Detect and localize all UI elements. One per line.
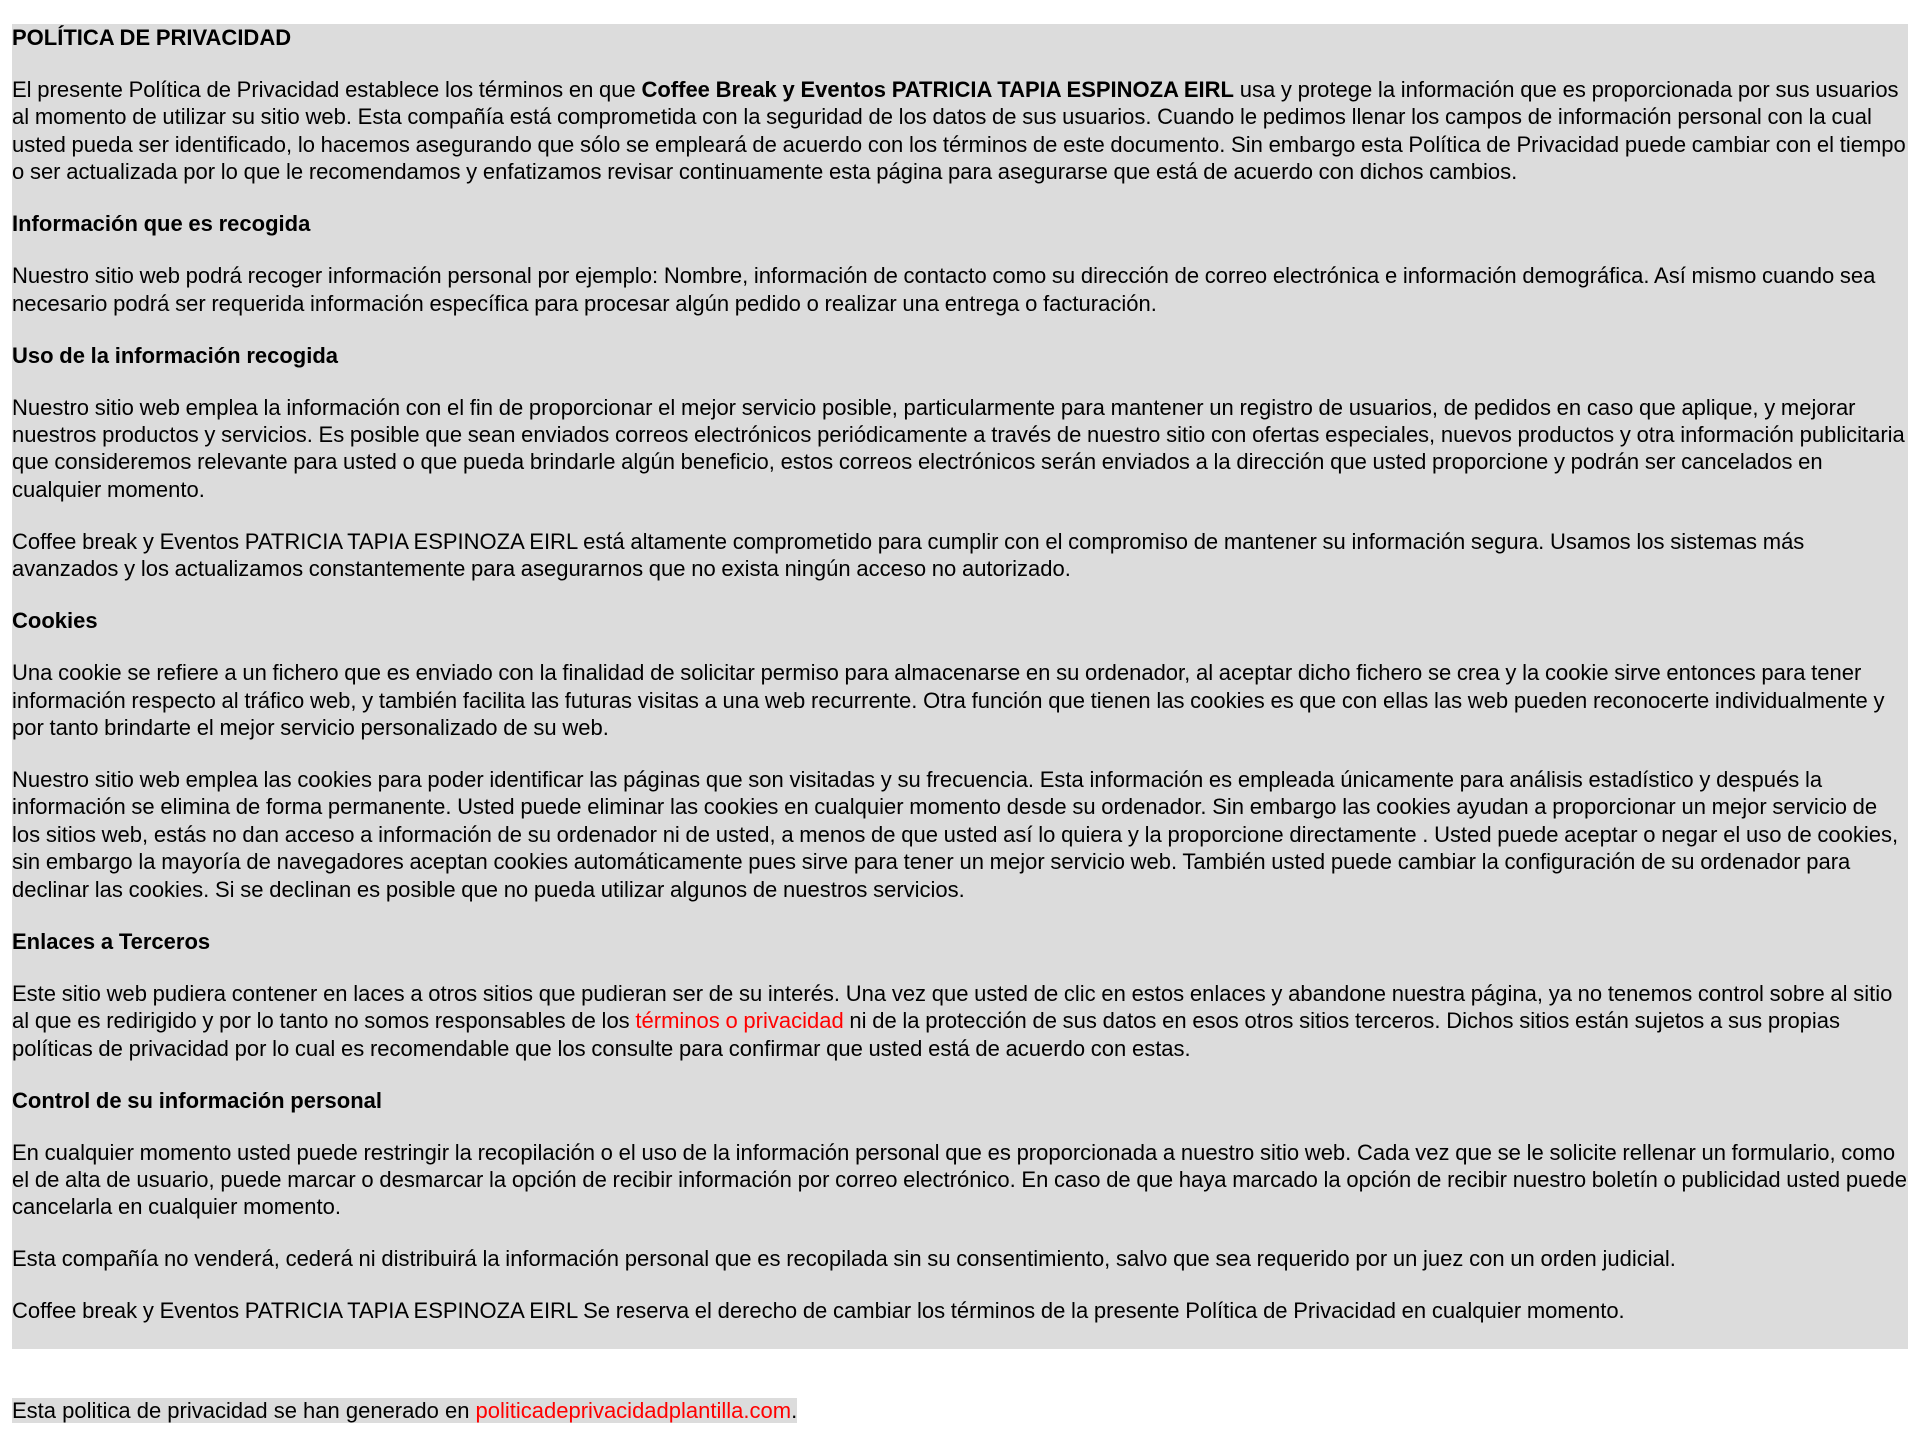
third-party-text-before: Este sitio web pudiera contener en laces a otros sitios que pudieran ser de su interés. Una vez que usted de clic en estos enlaces y abandone nuestra página, ya no tenemos control sobre al sitio al que es redirigido y por lo tanto no somos responsables de los [12,980,1893,1034]
generator-credit-line [12,1397,797,1424]
intro-text-after: usa y protege la información que es proporcionada por sus usuarios al momento de utilizar su sitio web. Esta compañía está comprometida con la seguridad de los datos de sus usuarios. Cuando le pedimos llenar los campos de información personal con la cual usted pueda ser identificado, lo hacemos asegurando que sólo se empleará de acuerdo con los términos de este documento. Sin embargo esta Política de Privacidad puede cambiar con el tiempo o ser actualizada por lo que le recomendamos y enfatizamos revisar continuamente esta página para asegurarse que está de acuerdo con dichos cambios. [12,77,1906,185]
section-heading-cookies: Cookies [12,608,98,634]
generator-credit-highlight [12,1398,797,1423]
third-party-text-after: ni de la protección de sus datos en esos otros sitios terceros. Dichos sitios están sujetos a sus propias políticas de privacidad por lo cual es recomendable que los consulte para confirmar que usted está de acuerdo con estas. [12,1008,1841,1061]
personal-info-control-paragraph-2: Esta compañía no venderá, cederá ni distribuirá la información personal que es recopilada sin su consentimiento, salvo que sea requerido por un juez con un orden judicial. [12,1246,1676,1272]
generator-credit-period: . [791,1398,798,1423]
personal-info-control-paragraph-3: Coffee break y Eventos PATRICIA TAPIA ESPINOZA EIRL Se reserva el derecho de cambiar los términos de la presente Política de Privacidad en cualquier momento. [12,1298,1625,1324]
info-use-paragraph-1: Nuestro sitio web emplea la información con el fin de proporcionar el mejor servicio posible, particularmente para mantener un registro de usuarios, de pedidos en caso que aplique, y mejorar nuestros productos y servicios. Es posible que sean enviados correos electrónicos periódicamente a través de nuestro sitio con ofertas especiales, nuevos productos y otra información publicitaria que consideremos relevante para usted o que pueda brindarle algún beneficio, estos correos electrónicos serán enviados a la dirección que usted proporcione y podrán ser cancelados en cualquier momento. [12,394,1905,502]
section-heading-personal-info-control: Control de su información personal [12,1087,382,1113]
personal-info-control-paragraph-1: En cualquier momento usted puede restringir la recopilación o el uso de la información personal que es proporcionada a nuestro sitio web. Cada vez que se le solicite rellenar un formulario, como el de alta de usuario, puede marcar o desmarcar la opción de recibir información por correo electrónico. En caso de que haya marcado la opción de recibir nuestro boletín o publicidad usted puede cancelarla en cualquier momento. [12,1139,1907,1220]
info-collected-paragraph: Nuestro sitio web podrá recoger información personal por ejemplo: Nombre, información de contacto como su dirección de correo electrónica e información demográfica. Así mismo cuando sea necesario podrá ser requerida información específica para procesar algún pedido o realizar una entrega o facturación. [12,263,1876,316]
cookies-paragraph-1: Una cookie se refiere a un fichero que es enviado con la finalidad de solicitar permiso para almacenarse en su ordenador, al aceptar dicho fichero se crea y la cookie sirve entonces para tener información respecto al tráfico web, y también facilita las futuras visitas a una web recurrente. Otra función que tienen las cookies es que con ellas las web pueden reconocerte individualmente y por tanto brindarte el mejor servicio personalizado de su web. [12,660,1885,741]
third-party-links-paragraph [12,980,1908,1062]
section-heading-third-party-links: Enlaces a Terceros [12,928,211,954]
privacy-policy-block [12,24,1908,1349]
generator-credit-text: Esta politica de privacidad se han generado en [12,1398,476,1423]
section-heading-info-collected: Información que es recogida [12,211,311,237]
cookies-paragraph-2: Nuestro sitio web emplea las cookies para poder identificar las páginas que son visitadas y su frecuencia. Esta información es empleada únicamente para análisis estadístico y después la información se elimina de forma permanente. Usted puede eliminar las cookies en cualquier momento desde su ordenador. Sin embargo las cookies ayudan a proporcionar un mejor servicio de los sitios web, estás no dan acceso a información de su ordenador ni de usted, a menos de que usted así lo quiera y la proporcione directamente . Usted puede aceptar o negar el uso de cookies, sin embargo la mayoría de navegadores aceptan cookies automáticamente pues sirve para tener un mejor servicio web. También usted puede cambiar la configuración de su ordenador para declinar las cookies. Si se declinan es posible que no pueda utilizar algunos de nuestros servicios. [12,767,1899,902]
info-use-paragraph-2: Coffee break y Eventos PATRICIA TAPIA ESPINOZA EIRL está altamente comprometido para cumplir con el compromiso de mantener su información segura. Usamos los sistemas más avanzados y los actualizamos constantemente para asegurarnos que no exista ningún acceso no autorizado. [12,528,1805,582]
section-heading-info-use: Uso de la información recogida [12,342,339,368]
generator-site-link[interactable]: politicadeprivacidadplantilla.com [475,1398,792,1423]
intro-paragraph [12,76,1908,186]
terms-privacy-link[interactable]: términos o privacidad [635,1008,844,1034]
company-name: Coffee Break y Eventos PATRICIA TAPIA ESPINOZA EIRL [641,77,1234,102]
page-title: POLÍTICA DE PRIVACIDAD [12,25,292,50]
intro-text-before: El presente Política de Privacidad establece los términos en que [12,77,642,102]
